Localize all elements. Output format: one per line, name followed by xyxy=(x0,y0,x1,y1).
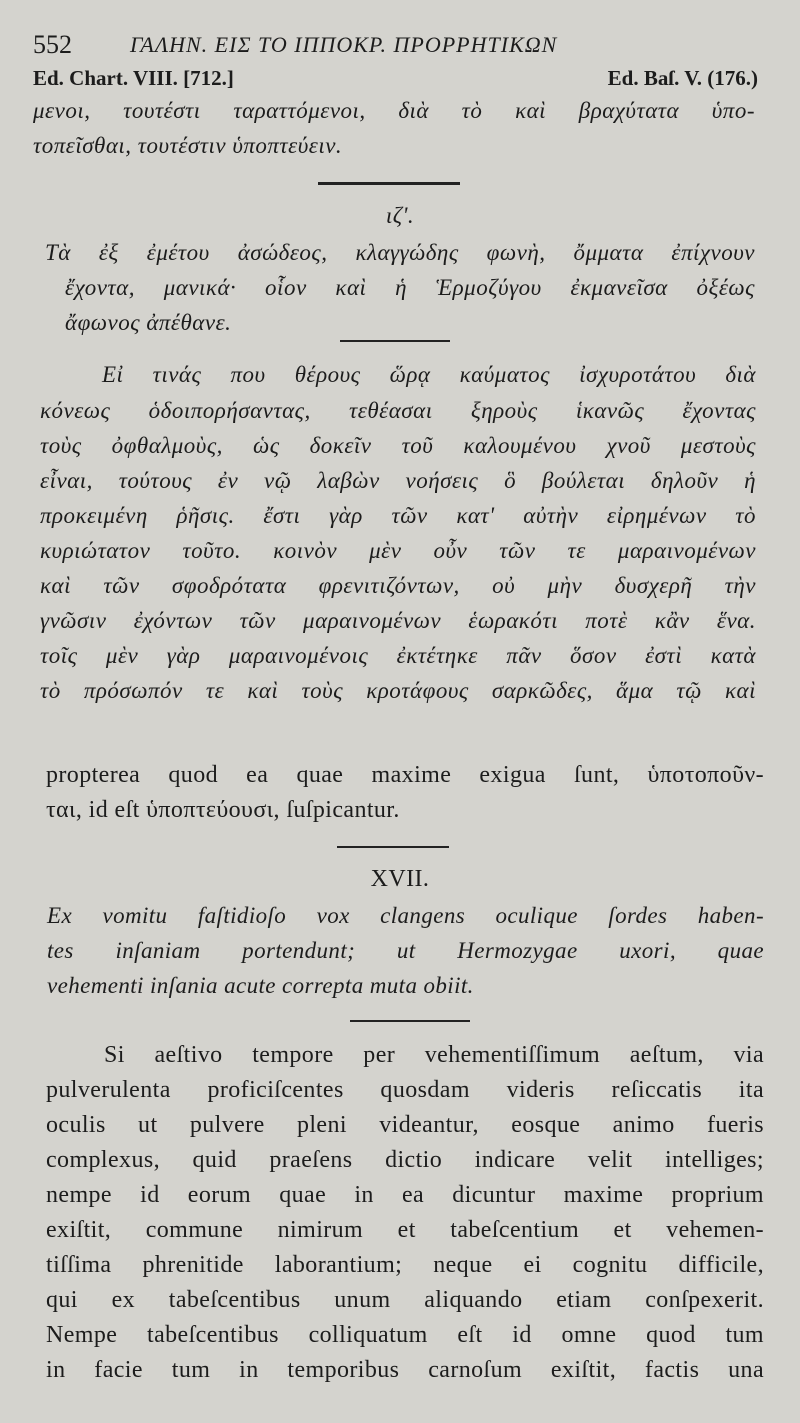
greek-aphorism-line: Τὰ ἐξ ἐμέτου ἀσώδεος, κλαγγώδης φωνὴ, ὄμματα ἐπίχνουν xyxy=(45,240,755,265)
greek-aphorism-line: ἄφωνος ἀπέθανε. xyxy=(65,310,232,335)
greek-commentary-line: κυριώτατον τοῦτο. κοινὸν μὲν οὖν τῶν τε μαραινομένων xyxy=(40,538,756,563)
latin-commentary-line: qui ex tabeſcentibus unum aliquando etiam conſpexerit. xyxy=(46,1287,764,1313)
greek-commentary-line: κόνεως ὁδοιπορήσαντας, τεθέασαι ξηροὺς ἱκανῶς ἔχοντας xyxy=(40,398,756,423)
greek-intro-line: τοπεῖσθαι, τουτέστιν ὑποπτεύειν. xyxy=(33,133,343,158)
greek-commentary-line: γνῶσιν ἐχόντων τῶν μαραινομένων ἑωρακότι ποτὲ κἂν ἕνα. xyxy=(40,608,756,633)
greek-commentary-line: τοὺς ὀφθαλμοὺς, ὡς δοκεῖν τοῦ καλουμένου χνοῦ μεστοὺς xyxy=(40,433,756,458)
greek-intro-line: μενοι, τουτέστι ταραττόμενοι, διὰ τὸ καὶ βραχύτατα ὑπο- xyxy=(33,98,755,123)
edition-right: Ed. Baſ. V. (176.) xyxy=(607,66,758,90)
latin-commentary-line: in facie tum in temporibus carnoſum exiſtit, factis una xyxy=(46,1357,764,1383)
greek-commentary-line: Εἰ τινάς που θέρους ὥρᾳ καύματος ἰσχυροτάτου διὰ xyxy=(102,362,756,387)
latin-commentary-line: complexus, quid praeſens dictio indicare velit intelliges; xyxy=(46,1147,764,1173)
greek-commentary-line: τοῖς μὲν γὰρ μαραινομένοις ἐκτέτηκε πᾶν ὅσον ἐστὶ κατὰ xyxy=(40,643,756,668)
latin-commentary-line: exiſtit, commune nimirum et tabeſcentium et vehemen- xyxy=(46,1217,764,1243)
latin-intro-line: propterea quod ea quae maxime exigua ſunt, ὑποτοποῦν- xyxy=(46,762,764,788)
section-divider xyxy=(337,846,449,848)
latin-commentary-line: Si aeſtivo tempore per vehementiſſimum aeſtum, via xyxy=(104,1042,764,1068)
latin-aphorism-line: vehementi inſania acute correpta muta obiit. xyxy=(47,973,474,998)
greek-commentary-line: εἶναι, τούτους ἐν νῷ λαβὼν νοήσεις ὃ βούλεται δηλοῦν ἡ xyxy=(40,468,756,493)
greek-aphorism-line: ἔχοντα, μανικά· οἷον καὶ ἡ Ἑρμοζύγου ἐκμανεῖσα ὀξέως xyxy=(65,275,755,300)
latin-commentary-line: tiſſima phrenitide laborantium; neque ei cognitu difficile, xyxy=(46,1252,764,1278)
latin-commentary-line: Nempe tabeſcentibus colliquatum eſt id omne quod tum xyxy=(46,1322,764,1348)
latin-commentary-line: pulverulenta proficiſcentes quosdam videris reſiccatis ita xyxy=(46,1077,764,1103)
greek-section-number: ιζ'. xyxy=(385,203,415,228)
section-divider xyxy=(340,340,450,342)
latin-section-number: XVII. xyxy=(370,866,430,892)
latin-commentary-line: nempe id eorum quae in ea dicuntur maxime proprium xyxy=(46,1182,764,1208)
greek-commentary-line: τὸ πρόσωπόν τε καὶ τοὺς κροτάφους σαρκῶδες, ἅμα τῷ καὶ xyxy=(40,678,756,703)
greek-commentary-line: καὶ τῶν σφοδρότατα φρενιτιζόντων, οὐ μὴν δυσχερῆ τὴν xyxy=(40,573,756,598)
latin-aphorism-line: Ex vomitu faſtidioſo vox clangens oculique ſordes haben- xyxy=(47,903,764,928)
section-divider xyxy=(318,182,460,185)
latin-intro-line: ται, id eſt ὑποπτεύουσι, ſuſpicantur. xyxy=(46,797,400,823)
latin-aphorism-line: tes inſaniam portendunt; ut Hermozygae uxori, quae xyxy=(47,938,764,963)
section-divider xyxy=(350,1020,470,1022)
latin-commentary-line: oculis ut pulvere pleni videantur, eosque animo fueris xyxy=(46,1112,764,1138)
edition-left: Ed. Chart. VIII. [712.] xyxy=(33,66,234,90)
page-number: 552 xyxy=(33,30,72,59)
running-title: ΓΑΛΗΝ. ΕΙΣ ΤΟ ΙΠΠΟΚΡ. ΠΡΟΡΡΗΤΙΚΩΝ xyxy=(130,32,558,57)
greek-commentary-line: προκειμένη ῥῆσις. ἔστι γὰρ τῶν κατ' αὐτὴν εἰρημένων τὸ xyxy=(40,503,756,528)
